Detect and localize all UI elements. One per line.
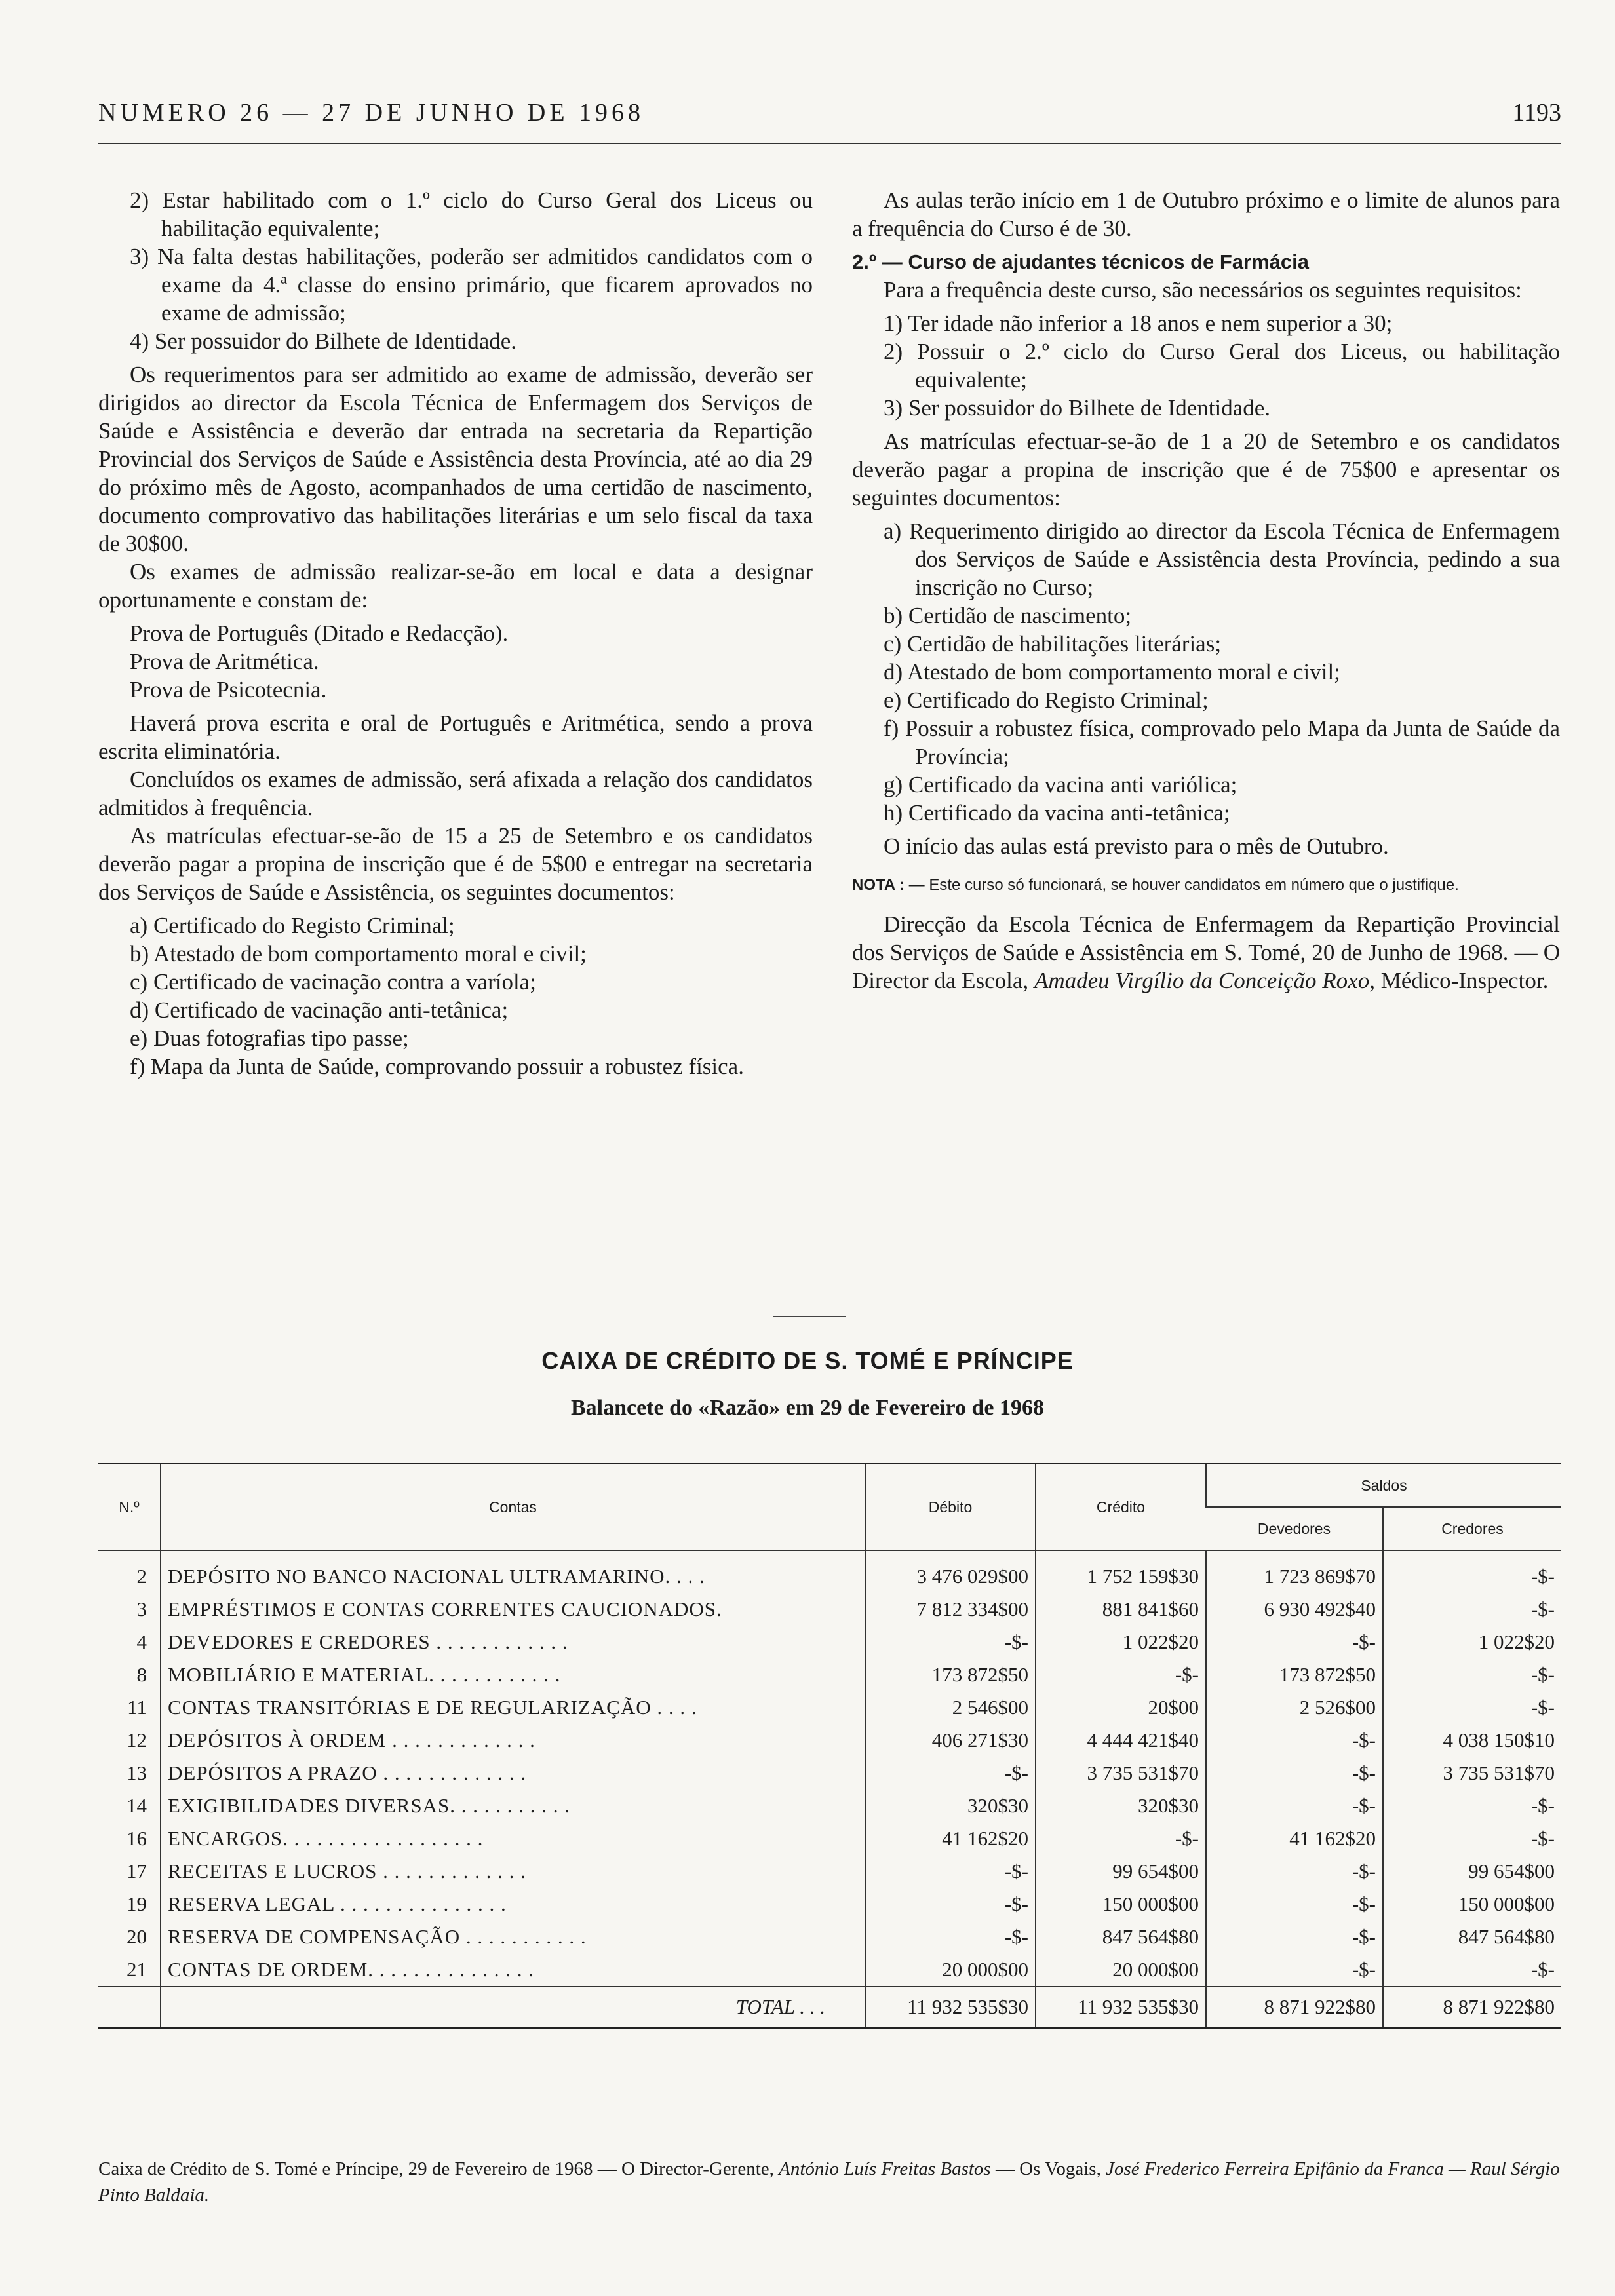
row-credores: 99 654$00 [1383, 1855, 1561, 1888]
row-devedores: 41 162$20 [1206, 1822, 1383, 1855]
total-debito: 11 932 535$30 [865, 1987, 1036, 2028]
row-credito: 20 000$00 [1036, 1953, 1206, 1987]
table-row [98, 1691, 1561, 1724]
list-item: h) Certificado da vacina anti-tetânica; [884, 800, 1230, 826]
row-debito: -$- [865, 1921, 1036, 1953]
row-devedores: -$- [1206, 1626, 1383, 1658]
col-header-saldos: Saldos [1206, 1464, 1561, 1508]
table-title: CAIXA DE CRÉDITO DE S. TOMÉ E PRÍNCIPE [541, 1347, 1074, 1374]
row-devedores: -$- [1206, 1724, 1383, 1757]
paragraph: As aulas terão início em 1 de Outubro próximo e o limite de alunos para a frequência do Curso é de 30. [852, 187, 1560, 241]
row-credores: -$- [1383, 1953, 1561, 1987]
list-item: 3) Ser possuidor do Bilhete de Identidade. [884, 395, 1271, 421]
row-credores: -$- [1383, 1658, 1561, 1691]
row-debito: 2 546$00 [865, 1691, 1036, 1724]
row-devedores: 173 872$50 [1206, 1658, 1383, 1691]
row-credito: 20$00 [1036, 1691, 1206, 1724]
row-account: RESERVA LEGAL . . . . . . . . . . . . . . . [161, 1888, 865, 1921]
row-credores: -$- [1383, 1593, 1561, 1626]
row-credito: 3 735 531$70 [1036, 1757, 1206, 1789]
header-rule [98, 143, 1561, 144]
row-devedores: -$- [1206, 1921, 1383, 1953]
list-item: c) Certidão de habilitações literárias; [884, 631, 1222, 657]
paragraph: Concluídos os exames de admissão, será afixada a relação dos candidatos admitidos à frequência. [98, 767, 813, 820]
row-number: 3 [136, 1598, 147, 1620]
list-item: Prova de Psicotecnia. [130, 677, 327, 702]
row-debito: 7 812 334$00 [865, 1593, 1036, 1626]
note-label: NOTA : [852, 876, 905, 894]
col-header-num: N.º [98, 1464, 161, 1551]
row-number: 4 [136, 1630, 147, 1653]
footer-text: Caixa de Crédito de S. Tomé e Príncipe, 29 de Fevereiro de 1968 — O Director-Gerente, [98, 2158, 774, 2179]
total-credito: 11 932 535$30 [1036, 1987, 1206, 2028]
closing-end: Médico-Inspector. [1380, 968, 1549, 993]
total-credores: 8 871 922$80 [1383, 1987, 1561, 2028]
row-debito: 3 476 029$00 [865, 1550, 1036, 1593]
row-credito: 4 444 421$40 [1036, 1724, 1206, 1757]
signature: Amadeu Virgílio da Conceição Roxo, [1034, 968, 1375, 993]
balance-table [98, 1463, 1561, 2029]
row-number: 20 [126, 1925, 147, 1948]
row-credito: 150 000$00 [1036, 1888, 1206, 1921]
col-header-contas: Contas [161, 1464, 865, 1551]
list-item: d) Certificado de vacinação anti-tetânica; [130, 997, 509, 1023]
page-number: 1193 [1512, 99, 1561, 126]
row-credores: 847 564$80 [1383, 1921, 1561, 1953]
row-debito: 20 000$00 [865, 1953, 1036, 1987]
row-account: EXIGIBILIDADES DIVERSAS. . . . . . . . . . . [161, 1789, 865, 1822]
total-devedores: 8 871 922$80 [1206, 1987, 1383, 2028]
row-debito: 41 162$20 [865, 1822, 1036, 1855]
footer-vogais: José Frederico Ferreira Epifânio da Franca — Raul Sérgio Pinto Baldaia. [98, 2158, 1560, 2206]
paragraph: As matrículas efectuar-se-ão de 15 a 25 de Setembro e os candidatos deverão pagar a propina de inscrição que é de 5$00 e entregar na secretaria dos Serviços de Saúde e Assistência, os seguintes documentos: [98, 823, 813, 905]
table-subtitle: Balancete do «Razão» em 29 de Fevereiro de 1968 [570, 1396, 1045, 1420]
row-number: 8 [136, 1663, 147, 1686]
row-debito: -$- [865, 1888, 1036, 1921]
row-credores: -$- [1383, 1789, 1561, 1822]
row-credores: 3 735 531$70 [1383, 1757, 1561, 1789]
table-row [98, 1658, 1561, 1691]
table-row [98, 1921, 1561, 1953]
row-devedores: -$- [1206, 1953, 1383, 1987]
row-number: 13 [126, 1761, 147, 1784]
list-item: 4) Ser possuidor do Bilhete de Identidade. [130, 328, 517, 354]
row-credores: 150 000$00 [1383, 1888, 1561, 1921]
row-account: ENCARGOS. . . . . . . . . . . . . . . . . . [161, 1822, 865, 1855]
list-item: b) Atestado de bom comportamento moral e civil; [130, 941, 587, 966]
list-item: g) Certificado da vacina anti variólica; [884, 772, 1237, 797]
row-number: 14 [126, 1794, 147, 1817]
right-column [852, 186, 1560, 995]
list-item: f) Possuir a robustez física, comprovado pelo Mapa da Junta de Saúde da Província; [884, 716, 1560, 769]
row-account: EMPRÉSTIMOS E CONTAS CORRENTES CAUCIONADOS. [161, 1593, 865, 1626]
row-credito: 847 564$80 [1036, 1921, 1206, 1953]
paragraph: Haverá prova escrita e oral de Português e Aritmética, sendo a prova escrita eliminatória. [98, 710, 813, 764]
list-item: b) Certidão de nascimento; [884, 603, 1132, 628]
col-header-credores: Credores [1383, 1507, 1561, 1550]
row-devedores: -$- [1206, 1757, 1383, 1789]
row-account: DEPÓSITOS A PRAZO . . . . . . . . . . . . . [161, 1757, 865, 1789]
list-item: a) Certificado do Registo Criminal; [130, 913, 455, 938]
table-row [98, 1724, 1561, 1757]
list-item: 1) Ter idade não inferior a 18 anos e nem superior a 30; [884, 311, 1393, 336]
list-item: e) Duas fotografias tipo passe; [130, 1025, 409, 1051]
row-account: DEVEDORES E CREDORES . . . . . . . . . . . . [161, 1626, 865, 1658]
row-debito: 173 872$50 [865, 1658, 1036, 1691]
row-account: MOBILIÁRIO E MATERIAL. . . . . . . . . . . . [161, 1658, 865, 1691]
row-debito: -$- [865, 1757, 1036, 1789]
row-number: 11 [127, 1696, 147, 1719]
page-header [98, 98, 1561, 132]
paragraph: Os requerimentos para ser admitido ao exame de admissão, deverão ser dirigidos ao director da Escola Técnica de Enfermagem dos Serviços de Saúde e Assistência e deverão dar entrada na secretaria da Repartição Provincial dos Serviços de Saúde e Assistência desta Província, até ao dia 29 do próximo mês de Agosto, acompanhados de uma certidão de nascimento, documento comprovativo das habilitações literárias e um selo fiscal da taxa de 30$00. [98, 362, 813, 556]
row-number: 21 [126, 1958, 147, 1981]
row-debito: 320$30 [865, 1789, 1036, 1822]
total-row [98, 1987, 1561, 2028]
row-devedores: 1 723 869$70 [1206, 1550, 1383, 1593]
row-number: 19 [126, 1892, 147, 1915]
row-account: DEPÓSITO NO BANCO NACIONAL ULTRAMARINO. . . . [161, 1550, 865, 1593]
table-row [98, 1789, 1561, 1822]
footer-mid: — Os Vogais, [995, 2158, 1101, 2179]
issue-title: NUMERO 26 — 27 DE JUNHO DE 1968 [98, 99, 645, 126]
section-divider [773, 1316, 846, 1317]
row-devedores: -$- [1206, 1855, 1383, 1888]
row-credito: -$- [1036, 1658, 1206, 1691]
row-number: 17 [126, 1860, 147, 1883]
section-heading: 2.º — Curso de ajudantes técnicos de Farmácia [852, 250, 1310, 273]
row-debito: -$- [865, 1855, 1036, 1888]
paragraph: Para a frequência deste curso, são necessários os seguintes requisitos: [884, 277, 1522, 303]
row-credito: 881 841$60 [1036, 1593, 1206, 1626]
row-credores: 1 022$20 [1383, 1626, 1561, 1658]
row-number: 12 [126, 1729, 147, 1751]
row-number: 16 [126, 1827, 147, 1850]
table-row [98, 1822, 1561, 1855]
footer [98, 2156, 1561, 2208]
row-debito: 406 271$30 [865, 1724, 1036, 1757]
row-account: DEPÓSITOS À ORDEM . . . . . . . . . . . . . [161, 1724, 865, 1757]
row-credores: -$- [1383, 1691, 1561, 1724]
row-devedores: -$- [1206, 1888, 1383, 1921]
list-item: f) Mapa da Junta de Saúde, comprovando possuir a robustez física. [130, 1054, 744, 1079]
row-devedores: 6 930 492$40 [1206, 1593, 1383, 1626]
table-row [98, 1757, 1561, 1789]
note-text: — Este curso só funcionará, se houver candidatos em número que o justifique. [908, 876, 1459, 894]
list-item: 3) Na falta destas habilitações, poderão ser admitidos candidatos com o exame da 4.ª classe do ensino primário, que ficarem aprovados no exame de admissão; [130, 244, 813, 326]
row-number: 2 [136, 1565, 147, 1588]
col-header-devedores: Devedores [1206, 1507, 1383, 1550]
table-row [98, 1855, 1561, 1888]
paragraph: As matrículas efectuar-se-ão de 1 a 20 de Setembro e os candidatos deverão pagar a propina de inscrição que é de 75$00 e apresentar os seguintes documentos: [852, 429, 1560, 510]
table-row [98, 1626, 1561, 1658]
table-row [98, 1888, 1561, 1921]
row-credito: 320$30 [1036, 1789, 1206, 1822]
list-item: 2) Estar habilitado com o 1.º ciclo do Curso Geral dos Liceus ou habilitação equivalente; [130, 187, 813, 241]
col-header-debito: Débito [865, 1464, 1036, 1551]
row-credores: -$- [1383, 1550, 1561, 1593]
paragraph: O início das aulas está previsto para o mês de Outubro. [884, 833, 1389, 859]
list-item: a) Requerimento dirigido ao director da Escola Técnica de Enfermagem dos Serviços de Saúde e Assistência desta Província, pedindo a sua inscrição no Curso; [884, 518, 1560, 600]
row-credores: -$- [1383, 1822, 1561, 1855]
row-account: CONTAS DE ORDEM. . . . . . . . . . . . . . . [161, 1953, 865, 1987]
footer-director: António Luís Freitas Bastos [779, 2158, 991, 2179]
closing-paragraph [852, 910, 1560, 995]
list-item: Prova de Português (Ditado e Redacção). [130, 621, 509, 646]
left-column [98, 186, 813, 1081]
closing-text: Direcção da Escola Técnica de Enfermagem da Repartição Provincial dos Serviços de Saúde e Assistência em S. Tomé, 20 de Junho de 1968. — O Director da Escola, [852, 911, 1560, 993]
row-account: CONTAS TRANSITÓRIAS E DE REGULARIZAÇÃO . . . . [161, 1691, 865, 1724]
total-label: TOTAL . . . [161, 1987, 865, 2028]
row-account: RECEITAS E LUCROS . . . . . . . . . . . . . [161, 1855, 865, 1888]
row-account: RESERVA DE COMPENSAÇÃO . . . . . . . . . . . [161, 1921, 865, 1953]
col-header-credito: Crédito [1036, 1464, 1206, 1551]
table-row [98, 1593, 1561, 1626]
row-devedores: -$- [1206, 1789, 1383, 1822]
paragraph: Os exames de admissão realizar-se-ão em local e data a designar oportunamente e constam de: [98, 559, 813, 613]
row-debito: -$- [865, 1626, 1036, 1658]
row-credito: 99 654$00 [1036, 1855, 1206, 1888]
row-credito: -$- [1036, 1822, 1206, 1855]
list-item: Prova de Aritmética. [130, 649, 319, 674]
row-credito: 1 752 159$30 [1036, 1550, 1206, 1593]
list-item: c) Certificado de vacinação contra a varíola; [130, 969, 536, 995]
row-credito: 1 022$20 [1036, 1626, 1206, 1658]
table-row [98, 1953, 1561, 1987]
note [852, 875, 1560, 896]
table-row [98, 1550, 1561, 1593]
list-item: e) Certificado do Registo Criminal; [884, 687, 1209, 713]
list-item: 2) Possuir o 2.º ciclo do Curso Geral dos Liceus, ou habilitação equivalente; [884, 339, 1560, 392]
row-credores: 4 038 150$10 [1383, 1724, 1561, 1757]
row-devedores: 2 526$00 [1206, 1691, 1383, 1724]
list-item: d) Atestado de bom comportamento moral e civil; [884, 659, 1340, 685]
